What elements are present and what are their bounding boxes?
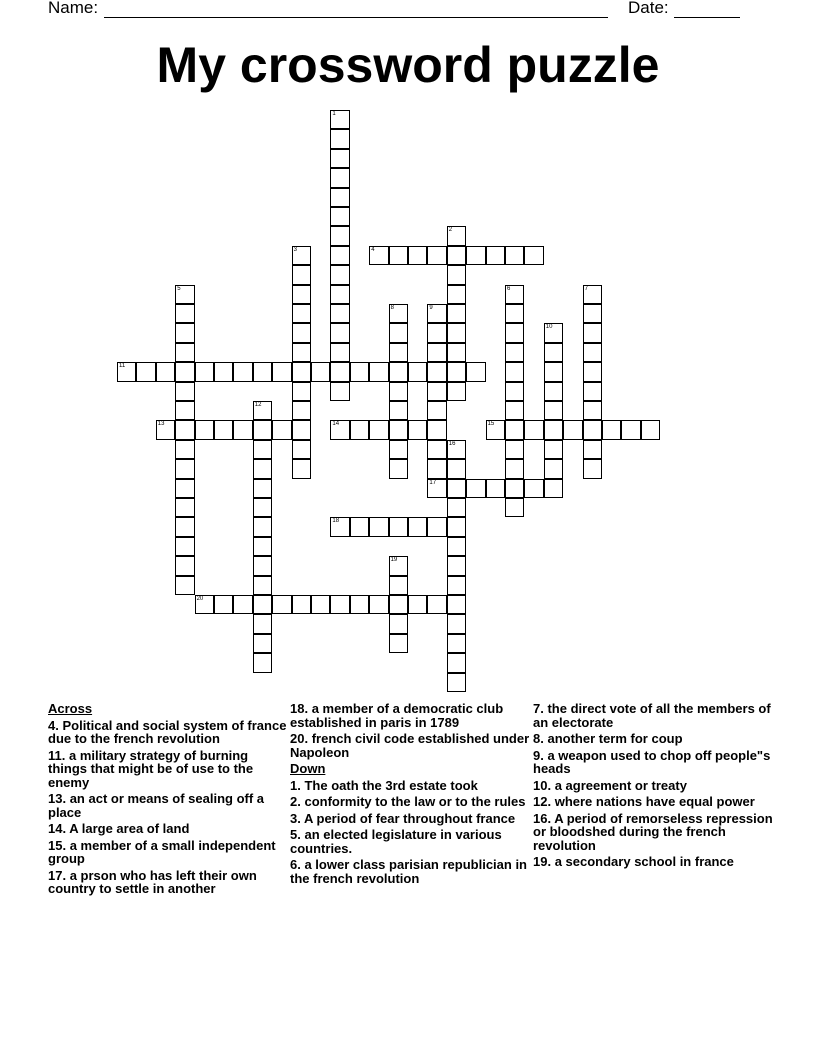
- crossword-cell[interactable]: [389, 595, 408, 614]
- crossword-cell[interactable]: [427, 343, 446, 362]
- crossword-cell[interactable]: [408, 362, 427, 381]
- across-heading: Across: [48, 701, 93, 716]
- crossword-cell[interactable]: [253, 556, 272, 575]
- crossword-cell[interactable]: [389, 634, 408, 653]
- crossword-cell[interactable]: [253, 634, 272, 653]
- crossword-cell[interactable]: [330, 382, 349, 401]
- crossword-cell[interactable]: [447, 246, 466, 265]
- crossword-cell[interactable]: [505, 323, 524, 342]
- crossword-cell[interactable]: [175, 440, 194, 459]
- crossword-cell[interactable]: [175, 285, 194, 304]
- crossword-cell[interactable]: [447, 653, 466, 672]
- crossword-cell[interactable]: [330, 149, 349, 168]
- crossword-cell[interactable]: [195, 362, 214, 381]
- page-title: My crossword puzzle: [156, 37, 660, 93]
- crossword-cell[interactable]: [330, 110, 349, 129]
- crossword-cell[interactable]: [505, 420, 524, 439]
- crossword-cell[interactable]: [427, 304, 446, 323]
- clue-down-1: 1. The oath the 3rd estate took: [290, 777, 478, 793]
- clue-down-2: 2. conformity to the law or to the rules: [290, 794, 526, 809]
- crossword-cell[interactable]: [292, 420, 311, 439]
- crossword-cell[interactable]: [175, 323, 194, 342]
- date-field[interactable]: [674, 0, 740, 18]
- crossword-cell[interactable]: [156, 362, 175, 381]
- crossword-cell[interactable]: [427, 382, 446, 401]
- crossword-cell[interactable]: [136, 362, 155, 381]
- crossword-cell[interactable]: [447, 673, 466, 692]
- clue-across-20: 20. french civil code established under Napoleon: [290, 731, 530, 760]
- crossword-cell[interactable]: [311, 362, 330, 381]
- crossword-cell[interactable]: [175, 459, 194, 478]
- clue-number: 6: [507, 285, 511, 292]
- clue-number: 13: [157, 421, 165, 428]
- crossword-cell[interactable]: [350, 362, 369, 381]
- crossword-cell[interactable]: [369, 362, 388, 381]
- clue-number: 11: [119, 363, 126, 370]
- crossword-cell[interactable]: [427, 401, 446, 420]
- crossword-cell[interactable]: [544, 382, 563, 401]
- crossword-cell[interactable]: [369, 420, 388, 439]
- crossword-cell[interactable]: [447, 285, 466, 304]
- crossword-cell[interactable]: [583, 459, 602, 478]
- crossword-cell[interactable]: [583, 362, 602, 381]
- crossword-cell[interactable]: [369, 246, 388, 265]
- crossword-cell[interactable]: [544, 401, 563, 420]
- crossword-cell[interactable]: [350, 420, 369, 439]
- crossword-cell[interactable]: [447, 440, 466, 459]
- down-heading: Down: [290, 761, 326, 776]
- crossword-cell[interactable]: [389, 440, 408, 459]
- clue-number: 9: [429, 305, 433, 311]
- crossword-cell[interactable]: [544, 479, 563, 498]
- crossword-cell[interactable]: [505, 479, 524, 498]
- clue-column-1: [48, 702, 288, 899]
- crossword-cell[interactable]: [175, 479, 194, 498]
- clue-number: 1: [332, 111, 336, 117]
- clue-down-12: 12. where nations have equal power: [533, 794, 755, 809]
- crossword-cell[interactable]: [544, 420, 563, 439]
- crossword-cell[interactable]: [427, 420, 446, 439]
- crossword-cell[interactable]: [427, 323, 446, 342]
- crossword-cell[interactable]: [447, 517, 466, 536]
- clue-number: 20: [196, 596, 204, 602]
- clue-number: 19: [390, 557, 398, 564]
- crossword-cell[interactable]: [583, 440, 602, 459]
- crossword-cell[interactable]: [253, 498, 272, 517]
- crossword-cell[interactable]: [427, 517, 446, 536]
- crossword-cell[interactable]: [292, 401, 311, 420]
- clue-down-5: 5. an elected legislature in various countries.: [290, 827, 502, 856]
- crossword-cell[interactable]: [350, 595, 369, 614]
- crossword-cell[interactable]: [447, 459, 466, 478]
- clue-down-8: 8. another term for coup: [533, 731, 683, 746]
- crossword-cell[interactable]: [175, 556, 194, 575]
- crossword-cell[interactable]: [447, 479, 466, 498]
- crossword-cell[interactable]: [233, 362, 252, 381]
- crossword-cell[interactable]: [505, 459, 524, 478]
- name-field[interactable]: [104, 0, 608, 18]
- crossword-cell[interactable]: [330, 304, 349, 323]
- crossword-cell[interactable]: [292, 323, 311, 342]
- clue-number: 18: [332, 518, 340, 525]
- crossword-cell[interactable]: [292, 246, 311, 265]
- crossword-cell[interactable]: [330, 207, 349, 226]
- crossword-cell[interactable]: [544, 323, 563, 342]
- worksheet-header: [0, 0, 816, 24]
- crossword-cell[interactable]: [175, 537, 194, 556]
- date-label: Date:: [628, 0, 669, 17]
- crossword-cell[interactable]: [330, 595, 349, 614]
- clue-column-3: [533, 702, 773, 872]
- crossword-cell[interactable]: [505, 382, 524, 401]
- crossword-cell[interactable]: [447, 304, 466, 323]
- crossword-cell[interactable]: [389, 343, 408, 362]
- crossword-cell[interactable]: [389, 362, 408, 381]
- crossword-cell[interactable]: [427, 246, 446, 265]
- clue-down-10: 10. a agreement or treaty: [533, 777, 687, 793]
- crossword-cell[interactable]: [214, 362, 233, 381]
- crossword-cell[interactable]: [253, 614, 272, 633]
- crossword-cell[interactable]: [330, 168, 349, 187]
- crossword-cell[interactable]: [505, 343, 524, 362]
- crossword-cell[interactable]: [544, 362, 563, 381]
- crossword-cell[interactable]: [389, 246, 408, 265]
- crossword-cell[interactable]: [408, 595, 427, 614]
- crossword-cell[interactable]: [330, 129, 349, 148]
- crossword-cell[interactable]: [292, 362, 311, 381]
- clue-down-9: 9. a weapon used to chop off people"s heads: [533, 747, 771, 776]
- crossword-cell[interactable]: [369, 595, 388, 614]
- crossword-cell[interactable]: [175, 517, 194, 536]
- crossword-cell[interactable]: [408, 420, 427, 439]
- crossword-cell[interactable]: [505, 440, 524, 459]
- crossword-cell[interactable]: [505, 304, 524, 323]
- crossword-cell[interactable]: [175, 343, 194, 362]
- crossword-cell[interactable]: [583, 323, 602, 342]
- crossword-cell[interactable]: [330, 246, 349, 265]
- crossword-cell[interactable]: [330, 188, 349, 207]
- crossword-cell[interactable]: [505, 246, 524, 265]
- crossword-cell[interactable]: [505, 498, 524, 517]
- crossword-cell[interactable]: [505, 401, 524, 420]
- crossword-cell[interactable]: [427, 459, 446, 478]
- crossword-cell[interactable]: [253, 420, 272, 439]
- crossword-cell[interactable]: [292, 595, 311, 614]
- crossword-cell[interactable]: [369, 517, 388, 536]
- crossword-cell[interactable]: [524, 479, 543, 498]
- crossword-cell[interactable]: [389, 459, 408, 478]
- crossword-cell[interactable]: [408, 246, 427, 265]
- clue-number: 3: [293, 246, 297, 253]
- crossword-cell[interactable]: [544, 343, 563, 362]
- crossword-cell[interactable]: [447, 226, 466, 245]
- clue-number: 10: [545, 324, 553, 331]
- crossword-cell[interactable]: [330, 420, 349, 439]
- crossword-cell[interactable]: [389, 614, 408, 633]
- crossword-cell[interactable]: [447, 556, 466, 575]
- crossword-cell[interactable]: [583, 382, 602, 401]
- crossword-cell[interactable]: [253, 595, 272, 614]
- clue-across-15: 15. a member of a small independent group: [48, 837, 276, 866]
- crossword-cell[interactable]: [563, 420, 582, 439]
- crossword-cell[interactable]: [330, 285, 349, 304]
- crossword-cell[interactable]: [253, 479, 272, 498]
- crossword-cell[interactable]: [408, 517, 427, 536]
- clue-number: 7: [584, 285, 588, 292]
- crossword-cell[interactable]: [466, 362, 485, 381]
- crossword-cell[interactable]: [447, 498, 466, 517]
- crossword-cell[interactable]: [195, 420, 214, 439]
- crossword-cell[interactable]: [486, 479, 505, 498]
- crossword-cell[interactable]: [447, 576, 466, 595]
- crossword-cell[interactable]: [389, 556, 408, 575]
- crossword-cell[interactable]: [292, 382, 311, 401]
- clue-number: 5: [177, 285, 181, 292]
- crossword-cell[interactable]: [447, 265, 466, 284]
- crossword-cell[interactable]: [524, 246, 543, 265]
- crossword-cell[interactable]: [292, 459, 311, 478]
- crossword-cell[interactable]: [272, 420, 291, 439]
- crossword-cell[interactable]: [427, 362, 446, 381]
- crossword-cell[interactable]: [583, 420, 602, 439]
- crossword-cell[interactable]: [175, 304, 194, 323]
- crossword-cell[interactable]: [427, 440, 446, 459]
- crossword-cell[interactable]: [292, 265, 311, 284]
- clue-across-4: 4. Political and social system of france due to the french revolution: [48, 717, 287, 746]
- clue-across-11: 11. a military strategy of burning things that might be of use to the enemy: [48, 747, 254, 790]
- crossword-cell[interactable]: [175, 498, 194, 517]
- crossword-cell[interactable]: [330, 343, 349, 362]
- crossword-cell[interactable]: [292, 304, 311, 323]
- crossword-cell[interactable]: [621, 420, 640, 439]
- crossword-cell[interactable]: [389, 382, 408, 401]
- clue-number: 14: [332, 421, 340, 428]
- crossword-cell[interactable]: [602, 420, 621, 439]
- crossword-cell[interactable]: [583, 401, 602, 420]
- crossword-cell[interactable]: [583, 343, 602, 362]
- crossword-cell[interactable]: [214, 595, 233, 614]
- clue-down-3: 3. A period of fear throughout france: [290, 810, 516, 826]
- crossword-cell[interactable]: [466, 246, 485, 265]
- crossword-cell[interactable]: [253, 440, 272, 459]
- crossword-cell[interactable]: [389, 420, 408, 439]
- clue-number: 16: [448, 440, 456, 447]
- crossword-cell[interactable]: [389, 517, 408, 536]
- clue-number: 12: [254, 402, 262, 408]
- crossword-cell[interactable]: [175, 576, 194, 595]
- crossword-cell[interactable]: [156, 420, 175, 439]
- crossword-cell[interactable]: [233, 595, 252, 614]
- crossword-cell[interactable]: [524, 420, 543, 439]
- clue-number: 17: [429, 479, 437, 486]
- crossword-cell[interactable]: [253, 459, 272, 478]
- crossword-cell[interactable]: [292, 343, 311, 362]
- crossword-cell[interactable]: [583, 285, 602, 304]
- clue-number: 15: [487, 421, 495, 428]
- crossword-cell[interactable]: [389, 323, 408, 342]
- crossword-cell[interactable]: [486, 246, 505, 265]
- crossword-cell[interactable]: [447, 634, 466, 653]
- crossword-cell[interactable]: [272, 362, 291, 381]
- crossword-cell[interactable]: [253, 401, 272, 420]
- crossword-cell[interactable]: [311, 595, 330, 614]
- crossword-cell[interactable]: [233, 420, 252, 439]
- crossword-cell[interactable]: [447, 537, 466, 556]
- crossword-cell[interactable]: [350, 517, 369, 536]
- crossword-cell[interactable]: [505, 285, 524, 304]
- crossword-cell[interactable]: [117, 362, 136, 381]
- crossword-cell[interactable]: [175, 362, 194, 381]
- clue-down-6: 6. a lower class parisian republician in the french revolution: [290, 857, 527, 886]
- crossword-cell[interactable]: [427, 479, 446, 498]
- crossword-cell[interactable]: [427, 595, 446, 614]
- crossword-cell[interactable]: [389, 576, 408, 595]
- crossword-cell[interactable]: [447, 595, 466, 614]
- crossword-cell[interactable]: [175, 420, 194, 439]
- crossword-cell[interactable]: [253, 537, 272, 556]
- crossword-cell[interactable]: [330, 323, 349, 342]
- clue-number: 2: [448, 227, 453, 234]
- crossword-cell[interactable]: [544, 440, 563, 459]
- crossword-cell[interactable]: [272, 595, 291, 614]
- clue-number: 4: [371, 246, 375, 253]
- crossword-cell[interactable]: [447, 382, 466, 401]
- clue-down-7: 7. the direct vote of all the members of an electorate: [533, 701, 771, 730]
- crossword-cell[interactable]: [253, 517, 272, 536]
- crossword-cell[interactable]: [195, 595, 214, 614]
- clue-down-19: 19. a secondary school in france: [533, 854, 734, 869]
- crossword-cell[interactable]: [389, 304, 408, 323]
- crossword-cell[interactable]: [641, 420, 660, 439]
- clue-across-18: 18. a member of a democratic club established in paris in 1789: [290, 701, 504, 730]
- crossword-cell[interactable]: [330, 362, 349, 381]
- clue-down-16: 16. A period of remorseless repression or bloodshed during the french revolution: [533, 810, 773, 853]
- clue-across-17: 17. a prson who has left their own country to settle in another: [48, 867, 257, 896]
- crossword-cell[interactable]: [253, 576, 272, 595]
- crossword-cell[interactable]: [292, 285, 311, 304]
- crossword-cell[interactable]: [292, 440, 311, 459]
- crossword-cell[interactable]: [505, 362, 524, 381]
- crossword-cell[interactable]: [544, 459, 563, 478]
- clue-across-13: 13. an act or means of sealing off a place: [48, 791, 265, 820]
- crossword-cell[interactable]: [175, 401, 194, 420]
- crossword-cell[interactable]: [330, 265, 349, 284]
- clue-number: 8: [390, 305, 394, 311]
- clue-column-2: [290, 702, 530, 888]
- crossword-cell[interactable]: [253, 653, 272, 672]
- name-label: Name:: [48, 0, 99, 17]
- crossword-cell[interactable]: [330, 226, 349, 245]
- clue-across-14: 14. A large area of land: [48, 821, 190, 836]
- crossword-cell[interactable]: [389, 401, 408, 420]
- crossword-cell[interactable]: [466, 479, 485, 498]
- crossword-cell[interactable]: [447, 614, 466, 633]
- crossword-cell[interactable]: [447, 343, 466, 362]
- crossword-cell[interactable]: [447, 323, 466, 342]
- crossword-cell[interactable]: [330, 517, 349, 536]
- crossword-cell[interactable]: [214, 420, 233, 439]
- crossword-cell[interactable]: [253, 362, 272, 381]
- crossword-cell[interactable]: [447, 362, 466, 381]
- crossword-cell[interactable]: [583, 304, 602, 323]
- crossword-cell[interactable]: [486, 420, 505, 439]
- crossword-cell[interactable]: [175, 382, 194, 401]
